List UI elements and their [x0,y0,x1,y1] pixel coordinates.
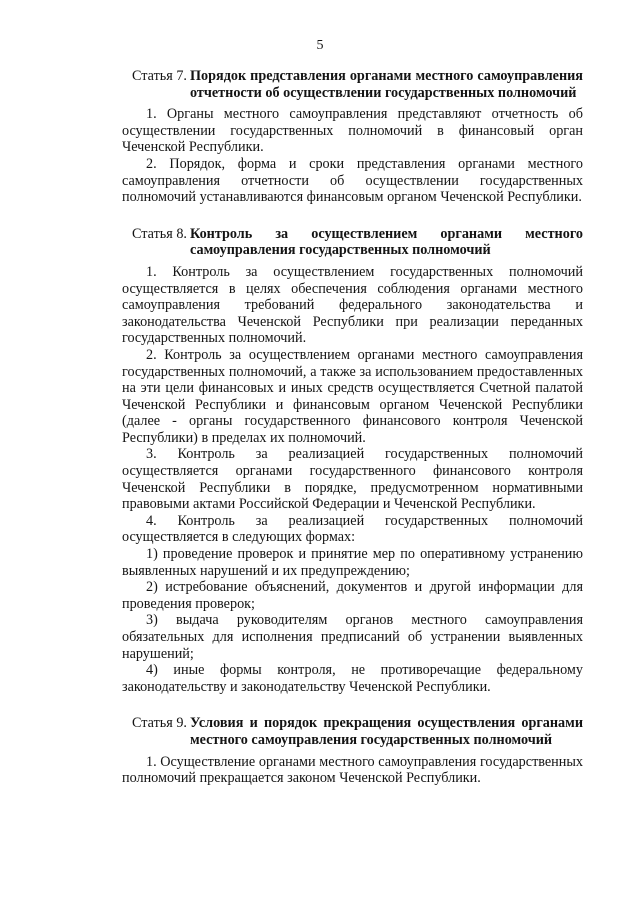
document-body [122,68,583,787]
list-item: 3) выдача руководителям органов местного самоуправления обязательных для исполнения предписаний об устранении выявленных нарушений; [122,612,583,662]
paragraph: 1. Органы местного самоуправления представляют отчетность об осуществлении государственных полномочий в финансовый орган Чеченской Республики. [122,106,583,156]
spacer [122,206,583,226]
article-9 [122,715,583,786]
article-8 [122,226,583,696]
list-item: 1) проведение проверок и принятие мер по оперативному устранению выявленных нарушений и их предупреждению; [122,546,583,579]
paragraph: 4. Контроль за реализацией государственных полномочий осуществляется в следующих формах: [122,512,583,546]
article-number: Статья 9. [132,715,187,732]
article-number: Статья 7. [132,68,187,84]
article-title: Порядок представления органами местного самоуправления отчетности об осуществлении государственных полномочий [190,68,583,101]
paragraph: 2. Порядок, форма и сроки представления органами местного самоуправления отчетности об осуществлении государственных полномочий устанавливаются финансовым органом Чеченской Республики. [122,155,583,206]
article-heading [122,226,583,259]
article-heading [122,715,583,748]
paragraph: 2. Контроль за осуществлением органами местного самоуправления государственных полномочий, а также за использованием предоставленных на эти цели финансовых и иных средств осуществляется Счетной палатой Чеченской Республики и финансовым органом Чеченской Республики (далее - органы государственного финансового контроля Чеченской Республики) в пределах их полномочий. [122,346,583,446]
spacer [122,695,583,715]
paragraph: 1. Контроль за осуществлением государственных полномочий осуществляется в целях обеспечения соблюдения органами местного самоуправления требований федерального законодательства и законодательства Чеченской Республики при реализации переданных государственных полномочий. [122,263,583,347]
article-heading [122,68,583,101]
article-title: Контроль за осуществлением органами местного самоуправления государственных полномочий [190,225,583,259]
list-item: 2) истребование объяснений, документов и другой информации для проведения проверок; [122,579,583,612]
article-title: Условия и порядок прекращения осуществления органами местного самоуправления государственных полномочий [190,715,583,748]
article-number: Статья 8. [132,225,187,242]
article-7 [122,68,583,206]
paragraph: 1. Осуществление органами местного самоуправления государственных полномочий прекращается законом Чеченской Республики. [122,753,583,787]
page-number: 5 [316,38,324,53]
list-item: 4) иные формы контроля, не противоречащие федеральному законодательству и законодательству Чеченской Республики. [122,662,583,695]
paragraph: 3. Контроль за реализацией государственных полномочий осуществляется органами государственного финансового контроля Чеченской Республики в порядке, предусмотренном нормативными правовыми актами Российской Федерации и Чеченской Республики. [122,446,583,513]
